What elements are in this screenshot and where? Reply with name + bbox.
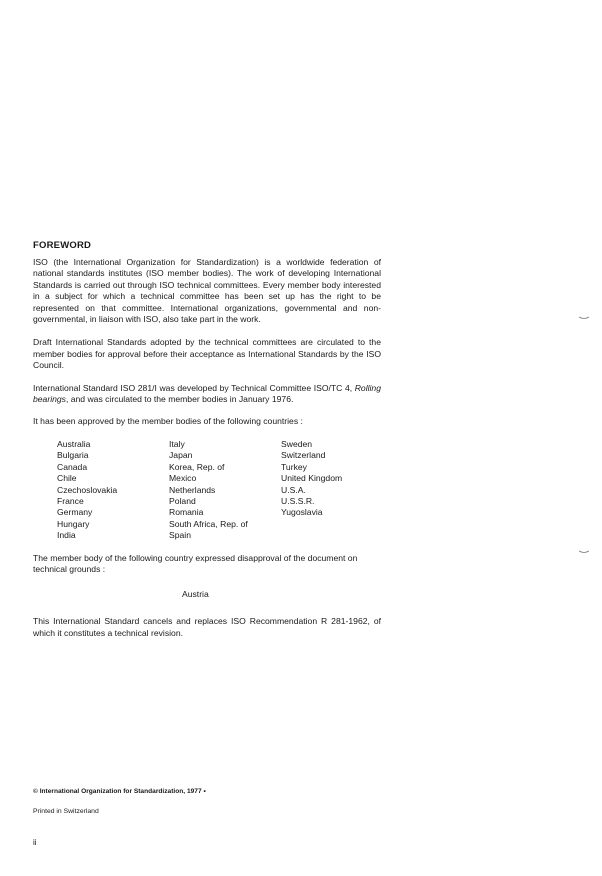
printed-location: Printed in Switzerland (33, 808, 99, 815)
countries-column-3 (281, 439, 381, 542)
page-number: ii (33, 838, 37, 847)
country-item: U.S.A. (281, 484, 306, 495)
country-item: South Africa, Rep. of (169, 518, 248, 529)
paragraph-iso-intro: ISO (the International Organization for Standardization) is a worldwide federation of national standards institutes (ISO member bodies). The work of developing International Standards is carried out through ISO technical committees. Every member body interested in a subject for which a technical committee has been set up has the right to be represented on that committee. International organizations, governmental and non-governmental, in liaison with ISO, also take part in the work. (33, 257, 381, 325)
country-item: Hungary (57, 518, 90, 529)
countries-column-1 (57, 439, 169, 542)
country-item: Sweden (281, 438, 313, 449)
paragraph-replacement: This International Standard cancels and replaces ISO Recommendation R 281-1962, of which it constitutes a technical revision. (33, 616, 381, 638)
country-item: Switzerland (281, 450, 326, 461)
country-item: Mexico (169, 473, 197, 484)
foreword-heading: FOREWORD (33, 240, 92, 251)
country-item: U.S.S.R. (281, 495, 315, 506)
country-item: Japan (169, 450, 193, 461)
country-item: Netherlands (169, 484, 216, 495)
country-item: Romania (169, 507, 204, 518)
country-item: Turkey (281, 461, 307, 472)
paragraph-disapproval: The member body of the following country expressed disapproval of the document on technical grounds : (33, 552, 358, 574)
country-item: Korea, Rep. of (169, 461, 225, 472)
country-item: India (57, 530, 76, 541)
country-item: Germany (57, 507, 93, 518)
copyright-notice: © International Organization for Standardization, 1977 • (33, 788, 206, 795)
country-item: Italy (169, 438, 185, 449)
country-item: Australia (57, 438, 91, 449)
margin-mark-icon (579, 316, 589, 320)
country-item: Canada (57, 461, 88, 472)
country-item: United Kingdom (281, 473, 343, 484)
country-item: Poland (169, 495, 196, 506)
development-text-start: International Standard ISO 281/I was developed by Technical Committee ISO/TC 4, (33, 382, 355, 393)
margin-mark-icon (579, 550, 589, 554)
country-item: Yugoslavia (281, 507, 323, 518)
countries-column-2 (169, 439, 281, 542)
development-text-end: , and was circulated to the member bodies in January 1976. (65, 394, 294, 405)
country-item: Czechoslovakia (57, 484, 118, 495)
country-item: France (57, 495, 84, 506)
paragraph-draft-standards: Draft International Standards adopted by the technical committees are circulated to the member bodies for approval before their acceptance as International Standards by the ISO Council. (33, 337, 381, 371)
committee-name: Rolling bearings (33, 382, 381, 405)
paragraph-approval: It has been approved by the member bodies of the following countries : (33, 416, 303, 427)
country-item: Bulgaria (57, 450, 89, 461)
country-item: Chile (57, 473, 77, 484)
disapproving-country: Austria (182, 589, 209, 600)
country-item: Spain (169, 530, 191, 541)
approving-countries-list (57, 439, 381, 542)
paragraph-development (33, 383, 381, 406)
foreword-section (33, 240, 381, 639)
